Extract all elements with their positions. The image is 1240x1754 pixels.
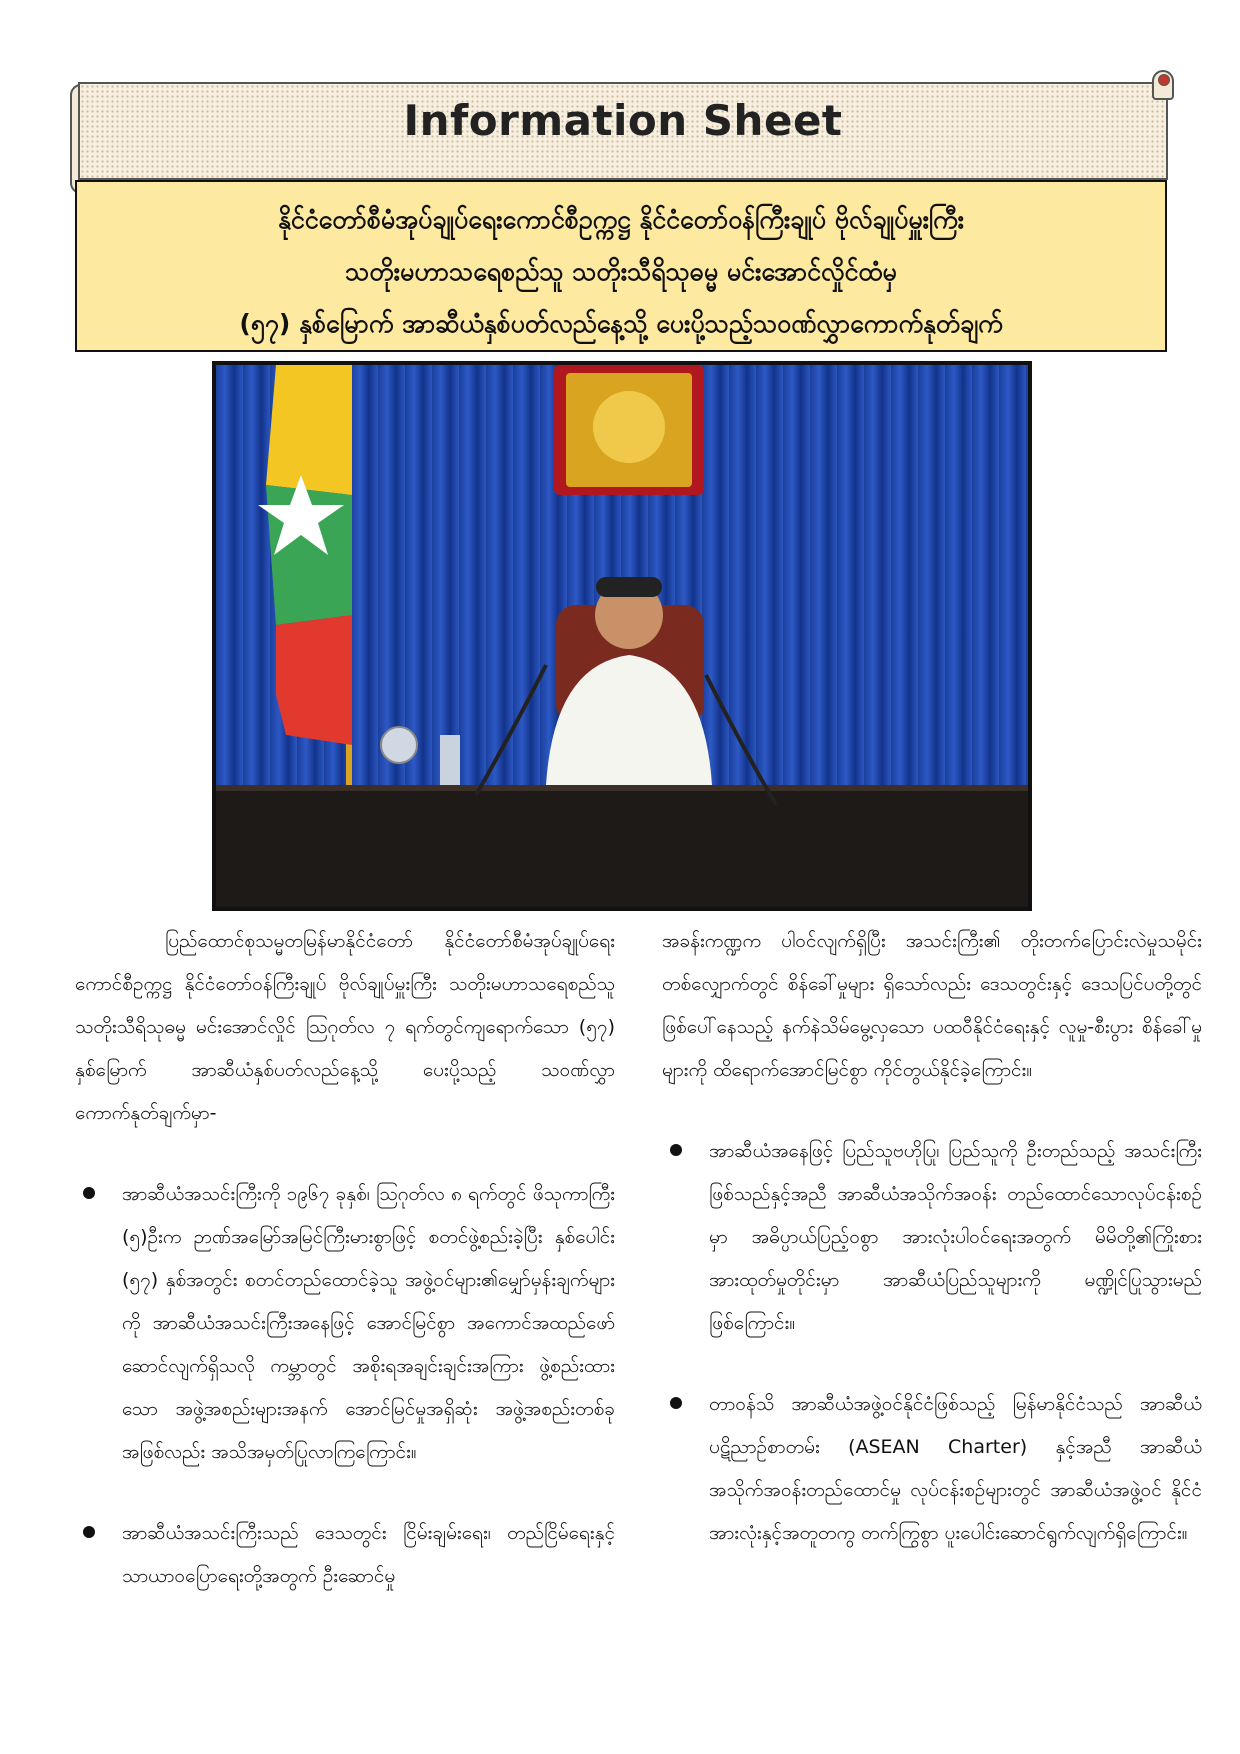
headline-line-3: (၅၇) နှစ်မြောက် အာဆီယံနှစ်ပတ်လည်နေ့သို့ ပေးပို့သည့်သဝဏ်လွှာကောက်နုတ်ချက် — [239, 309, 1003, 338]
flag-red — [276, 615, 352, 745]
scroll-knob-icon — [1158, 74, 1170, 86]
desk-edge — [216, 785, 1028, 791]
list-item — [75, 1173, 615, 1474]
bullet-icon — [83, 1187, 95, 1199]
official-photo — [212, 361, 1032, 911]
left-column — [75, 920, 615, 1598]
pen-holder-icon — [440, 735, 460, 785]
state-seal-center — [593, 391, 665, 463]
microphone-left-icon — [476, 665, 546, 795]
bullet-icon — [670, 1397, 682, 1409]
list-item — [662, 1383, 1202, 1555]
right-column — [662, 920, 1202, 1555]
globe-icon — [381, 727, 417, 763]
photo-illustration — [216, 365, 1028, 907]
list-item-text: တာဝန်သိ အာဆီယံအဖွဲ့ဝင်နိုင်ငံဖြစ်သည့် မြန်မာနိုင်ငံသည် အာဆီယံပဋိညာဉ်စာတမ်း (ASEAN Charter) နှင့်အညီ အာဆီယံအသိုက်အဝန်းတည်ထောင်မှု လုပ်ငန်းစဉ်များတွင် အာဆီယံအဖွဲ့ဝင် နိုင်ငံအားလုံးနှင့်အတူတကွ တက်ကြွစွာ ပူးပေါင်းဆောင်ရွက်လျက်ရှိကြောင်း။ — [709, 1393, 1202, 1544]
continuation-paragraph: အခန်းကဏ္ဍက ပါဝင်လျက်ရှိပြီး အသင်းကြီး၏ တိုးတက်ပြောင်းလဲမှုသမိုင်းတစ်လျှောက်တွင် စိန်ခေါ်မှုများ ရှိသော်လည်း ဒေသတွင်းနှင့် ဒေသပြင်ပတို့တွင် ဖြစ်ပေါ်နေသည့် နက်နဲသိမ်မွေ့လှသော ပထဝီနိုင်ငံရေးနှင့် လူမှု-စီးပွား စိန်ခေါ်မှုများကို ထိရောက်အောင်မြင်စွာ ကိုင်တွယ်နိုင်ခဲ့ကြောင်း။ — [662, 930, 1202, 1081]
bullet-icon — [83, 1526, 95, 1538]
list-item — [75, 1512, 615, 1598]
intro-paragraph: ပြည်ထောင်စုသမ္မတမြန်မာနိုင်ငံတော် နိုင်ငံတော်စီမံအုပ်ချုပ်ရေးကောင်စီဥက္ကဋ္ဌ နိုင်ငံတော်ဝန်ကြီးချုပ် ဗိုလ်ချုပ်မှူးကြီး သတိုးမဟာသရေစည်သူ သတိုးသီရိသုဓမ္မ မင်းအောင်လှိုင် ဩဂုတ်လ ၇ ရက်တွင်ကျရောက်သော (၅၇) နှစ်မြောက် အာဆီယံနှစ်ပတ်လည်နေ့သို့ ပေးပို့သည့် သဝဏ်လွှာ ကောက်နုတ်ချက်မှာ- — [75, 930, 615, 1124]
headline-line-1: နိုင်ငံတော်စီမံအုပ်ချုပ်ရေးကောင်စီဥက္ကဋ္ဌ နိုင်ငံတော်ဝန်ကြီးချုပ် ဗိုလ်ချုပ်မှူးကြီး — [277, 205, 964, 234]
page-title: Information Sheet — [403, 96, 843, 145]
list-item-text: အာဆီယံအသင်းကြီးကို ၁၉၆၇ ခုနှစ်၊ ဩဂုတ်လ ၈ ရက်တွင် ဖိသုကာကြီး (၅)ဦးက ဉာဏ်အမြော်အမြင်ကြီးမားစွာဖြင့် စတင်ဖွဲ့စည်းခဲ့ပြီး နှစ်ပေါင်း (၅၇) နှစ်အတွင်း စတင်တည်ထောင်ခဲ့သူ အဖွဲ့ဝင်များ၏မျှော်မှန်းချက်များကို အာဆီယံအသင်းကြီးအနေဖြင့် အောင်မြင်စွာ အကောင်အထည်ဖော်ဆောင်လျက်ရှိသလို ကမ္ဘာတွင် အစိုးရအချင်းချင်းအကြား ဖွဲ့စည်းထားသော အဖွဲ့အစည်းများအနက် အောင်မြင်မှုအရှိဆုံး အဖွဲ့အစည်းတစ်ခုအဖြစ်လည်း အသိအမှတ်ပြုလာကြကြောင်း။ — [122, 1183, 615, 1463]
headline-box — [75, 180, 1167, 352]
list-item — [662, 1130, 1202, 1345]
desk — [216, 785, 1028, 907]
flag-yellow — [266, 365, 352, 495]
bullet-icon — [670, 1144, 682, 1156]
person-hair — [596, 577, 662, 597]
headline-line-2: သတိုးမဟာသရေစည်သူ သတိုးသီရိသုဓမ္မ မင်းအောင်လှိုင်ထံမှ — [345, 257, 897, 286]
list-item-text: အာဆီယံအနေဖြင့် ပြည်သူဗဟိုပြု၊ ပြည်သူကို ဦးတည်သည့် အသင်းကြီးဖြစ်သည်နှင့်အညီ အာဆီယံအသိုက်အဝန်း တည်ထောင်သောလုပ်ငန်းစဉ်မှာ အဓိပ္ပာယ်ပြည့်ဝစွာ အားလုံးပါဝင်ရေးအတွက် မိမိတို့၏ကြိုးစားအားထုတ်မှုတိုင်းမှာ အာဆီယံပြည်သူများကို မဏ္ဍိုင်ပြုသွားမည်ဖြစ်ကြောင်း။ — [709, 1140, 1202, 1334]
list-item-text: အာဆီယံအသင်းကြီးသည် ဒေသတွင်း ငြိမ်းချမ်းရေး၊ တည်ငြိမ်ရေးနှင့် သာယာဝပြောရေးတို့အတွက် ဦးဆောင်မှု — [122, 1522, 615, 1587]
